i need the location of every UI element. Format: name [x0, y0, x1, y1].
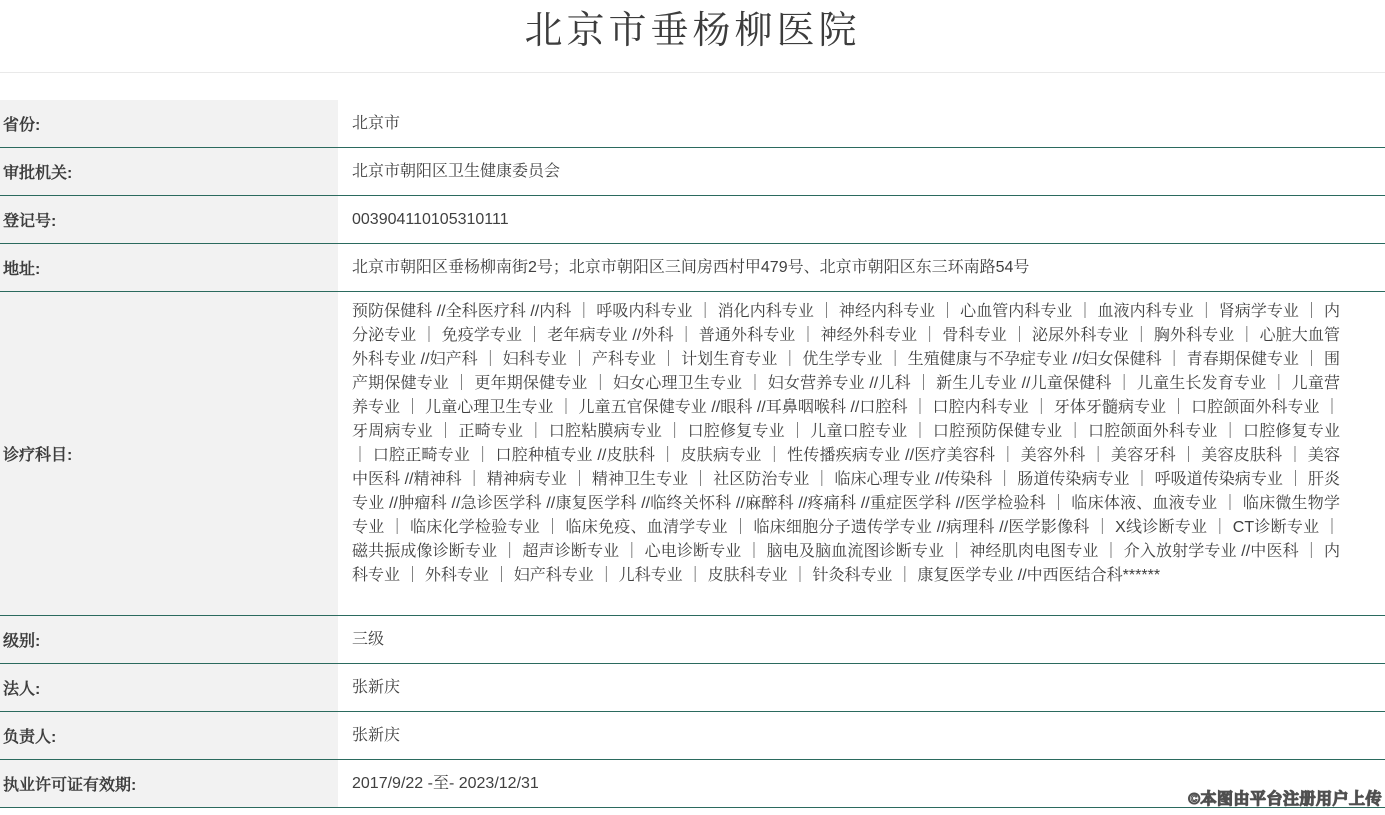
row-province-label: 省份: [0, 100, 338, 147]
row-approval-authority-value: 北京市朝阳区卫生健康委员会 [352, 162, 561, 180]
row-address [0, 244, 1385, 292]
row-person-in-charge-value: 张新庆 [352, 726, 401, 744]
page-header [0, 0, 1385, 73]
row-approval-authority [0, 148, 1385, 196]
row-level [0, 616, 1385, 664]
row-medical-departments [0, 292, 1385, 616]
row-registration-number-value: 003904110105310111 [352, 210, 509, 228]
copyright-stamp: ©本图由平台注册用户上传 [1188, 791, 1382, 808]
row-approval-authority-label: 审批机关: [0, 148, 338, 195]
row-license-validity-label: 执业许可证有效期: [0, 760, 338, 807]
row-address-label: 地址: [0, 244, 338, 291]
row-registration-number [0, 196, 1385, 244]
row-province [0, 100, 1385, 148]
row-province-value: 北京市 [352, 114, 401, 132]
page-title: 北京市垂杨柳医院 [524, 10, 861, 52]
row-registration-number-label: 登记号: [0, 196, 338, 243]
row-legal-person-value: 张新庆 [352, 678, 401, 696]
row-legal-person [0, 664, 1385, 712]
hospital-info-table [0, 100, 1385, 808]
row-medical-departments-value: 预防保健科 //全科医疗科 //内科 ｜ 呼吸内科专业 ｜ 消化内科专业 ｜ 神经内科专业 ｜ 心血管内科专业 ｜ 血液内科专业 ｜ 肾病学专业 ｜ 内分泌专业 ｜ 免疫学专业 ｜ 老年病专业 //外科 ｜ 普通外科专业 ｜ 神经外科专业 ｜ 骨科专业 ｜ 泌尿外科专业 ｜ 胸外科专业 ｜ 心脏大血管外科专业 //妇产科 ｜ 妇科专业 ｜ 产科专业 ｜ 计划生育专业 ｜ 优生学专业 ｜ 生殖健康与不孕症专业 //妇女保健科 ｜ 青春期保健专业 ｜ 围产期保健专业 ｜ 更年期保健专业 ｜ 妇女心理卫生专业 ｜ 妇女营养专业 //儿科 ｜ 新生儿专业 //儿童保健科 ｜ 儿童生长发育专业 ｜ 儿童营养专业 ｜ 儿童心理卫生专业 ｜ 儿童五官保健专业 //眼科 //耳鼻咽喉科 //口腔科 ｜ 口腔内科专业 ｜ 牙体牙髓病专业 ｜ 口腔颌面外科专业 ｜ 牙周病专业 ｜ 正畸专业 ｜ 口腔粘膜病专业 ｜ 口腔修复专业 ｜ 儿童口腔专业 ｜ 口腔预防保健专业 ｜ 口腔颌面外科专业 ｜ 口腔修复专业 ｜ 口腔正畸专业 ｜ 口腔种植专业 //皮肤科 ｜ 皮肤病专业 ｜ 性传播疾病专业 //医疗美容科 ｜ 美容外科 ｜ 美容牙科 ｜ 美容皮肤科 ｜ 美容中医科 //精神科 ｜ 精神病专业 ｜ 精神卫生专业 ｜ 社区防治专业 ｜ 临床心理专业 //传染科 ｜ 肠道传染病专业 ｜ 呼吸道传染病专业 ｜ 肝炎专业 //肿瘤科 //急诊医学科 //康复医学科 //临终关怀科 //麻醉科 //疼痛科 //重症医学科 //医学检验科 ｜ 临床体液、血液专业 ｜ 临床微生物学专业 ｜ 临床化学检验专业 ｜ 临床免疫、血清学专业 ｜ 临床细胞分子遗传学专业 //病理科 //医学影像科 ｜ X线诊断专业 ｜ CT诊断专业 ｜ 磁共振成像诊断专业 ｜ 超声诊断专业 ｜ 心电诊断专业 ｜ 脑电及脑血流图诊断专业 ｜ 神经肌肉电图专业 ｜ 介入放射学专业 //中医科 ｜ 内科专业 ｜ 外科专业 ｜ 妇产科专业 ｜ 儿科专业 ｜ 皮肤科专业 ｜ 针灸科专业 ｜ 康复医学专业 //中西医结合科****** [352, 303, 1340, 584]
row-legal-person-label: 法人: [0, 664, 338, 711]
row-license-validity [0, 760, 1385, 808]
row-level-value: 三级 [352, 630, 385, 648]
row-person-in-charge [0, 712, 1385, 760]
row-license-validity-value: 2017/9/22 -至- 2023/12/31 [352, 774, 539, 792]
row-address-value: 北京市朝阳区垂杨柳南街2号；北京市朝阳区三间房西村甲479号、北京市朝阳区东三环南路54号 [352, 258, 1030, 276]
row-person-in-charge-label: 负责人: [0, 712, 338, 759]
row-level-label: 级别: [0, 616, 338, 663]
row-medical-departments-label: 诊疗科目: [0, 292, 338, 615]
